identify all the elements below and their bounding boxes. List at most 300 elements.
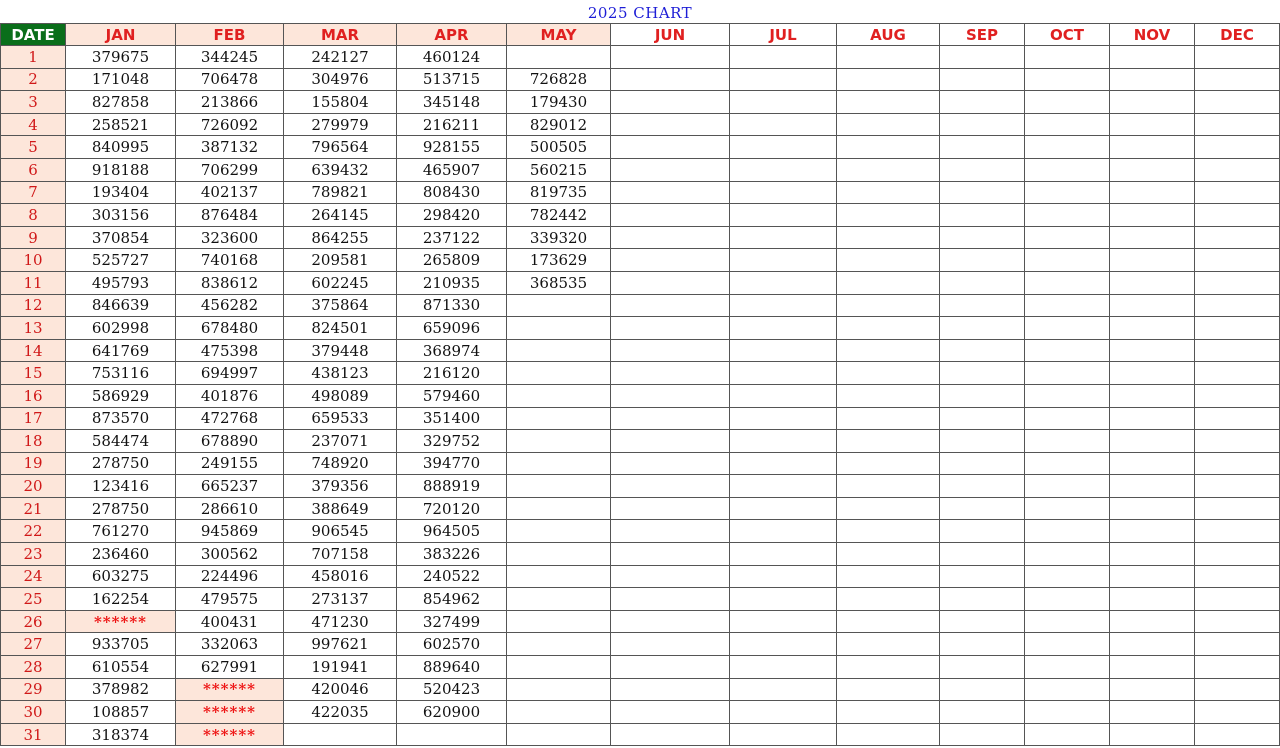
value-cell[interactable] [1025,543,1110,566]
value-cell[interactable]: 495793 [66,271,176,294]
value-cell[interactable]: 706299 [176,158,284,181]
value-cell[interactable] [1025,497,1110,520]
date-cell[interactable]: 5 [1,136,66,159]
value-cell[interactable] [1110,136,1195,159]
value-cell[interactable] [940,633,1025,656]
value-cell[interactable]: 665237 [176,475,284,498]
value-cell[interactable]: ****** [176,723,284,746]
value-cell[interactable]: 639432 [284,158,397,181]
value-cell[interactable]: 753116 [66,362,176,385]
value-cell[interactable]: 838612 [176,271,284,294]
value-cell[interactable]: 873570 [66,407,176,430]
value-cell[interactable] [1195,701,1280,724]
value-cell[interactable] [507,520,611,543]
value-cell[interactable]: 438123 [284,362,397,385]
value-cell[interactable] [730,475,837,498]
value-cell[interactable]: 964505 [397,520,507,543]
value-cell[interactable] [1195,46,1280,69]
value-cell[interactable] [730,204,837,227]
value-cell[interactable] [1195,362,1280,385]
date-cell[interactable]: 15 [1,362,66,385]
value-cell[interactable] [730,723,837,746]
value-cell[interactable]: 210935 [397,271,507,294]
value-cell[interactable]: 123416 [66,475,176,498]
date-cell[interactable]: 29 [1,678,66,701]
value-cell[interactable] [940,181,1025,204]
value-cell[interactable] [1110,271,1195,294]
value-cell[interactable] [837,46,940,69]
value-cell[interactable] [1195,158,1280,181]
value-cell[interactable] [730,136,837,159]
value-cell[interactable]: 584474 [66,430,176,453]
value-cell[interactable] [1110,362,1195,385]
value-cell[interactable] [837,497,940,520]
value-cell[interactable] [611,452,730,475]
value-cell[interactable] [730,656,837,679]
value-cell[interactable] [1195,633,1280,656]
value-cell[interactable] [1110,565,1195,588]
month-header-oct[interactable]: OCT [1025,24,1110,46]
date-cell[interactable]: 14 [1,339,66,362]
value-cell[interactable]: 303156 [66,204,176,227]
value-cell[interactable] [507,610,611,633]
value-cell[interactable]: 748920 [284,452,397,475]
value-cell[interactable] [837,113,940,136]
value-cell[interactable]: 375864 [284,294,397,317]
value-cell[interactable] [1025,204,1110,227]
value-cell[interactable]: 525727 [66,249,176,272]
value-cell[interactable] [1195,497,1280,520]
value-cell[interactable] [1110,588,1195,611]
value-cell[interactable] [940,723,1025,746]
value-cell[interactable]: 928155 [397,136,507,159]
value-cell[interactable]: 240522 [397,565,507,588]
month-header-mar[interactable]: MAR [284,24,397,46]
value-cell[interactable] [1110,204,1195,227]
value-cell[interactable]: 108857 [66,701,176,724]
value-cell[interactable] [611,226,730,249]
value-cell[interactable] [837,723,940,746]
value-cell[interactable]: 846639 [66,294,176,317]
value-cell[interactable] [1195,588,1280,611]
date-cell[interactable]: 16 [1,384,66,407]
value-cell[interactable] [837,384,940,407]
value-cell[interactable] [940,68,1025,91]
value-cell[interactable] [507,565,611,588]
value-cell[interactable] [940,430,1025,453]
value-cell[interactable]: 694997 [176,362,284,385]
value-cell[interactable]: 351400 [397,407,507,430]
value-cell[interactable]: 249155 [176,452,284,475]
value-cell[interactable] [1110,249,1195,272]
date-cell[interactable]: 10 [1,249,66,272]
value-cell[interactable]: 368974 [397,339,507,362]
value-cell[interactable] [611,294,730,317]
date-cell[interactable]: 8 [1,204,66,227]
value-cell[interactable]: 460124 [397,46,507,69]
value-cell[interactable] [837,656,940,679]
value-cell[interactable]: 179430 [507,91,611,114]
value-cell[interactable] [611,384,730,407]
value-cell[interactable] [1110,430,1195,453]
value-cell[interactable] [940,294,1025,317]
value-cell[interactable] [730,91,837,114]
value-cell[interactable] [940,113,1025,136]
value-cell[interactable] [940,452,1025,475]
date-cell[interactable]: 22 [1,520,66,543]
month-header-may[interactable]: MAY [507,24,611,46]
value-cell[interactable] [507,633,611,656]
value-cell[interactable] [1110,633,1195,656]
value-cell[interactable] [730,113,837,136]
value-cell[interactable] [1195,226,1280,249]
date-cell[interactable]: 20 [1,475,66,498]
value-cell[interactable]: 603275 [66,565,176,588]
value-cell[interactable] [611,543,730,566]
value-cell[interactable]: 327499 [397,610,507,633]
value-cell[interactable] [1110,384,1195,407]
value-cell[interactable] [1025,678,1110,701]
value-cell[interactable] [730,384,837,407]
value-cell[interactable] [1195,384,1280,407]
value-cell[interactable]: 401876 [176,384,284,407]
date-cell[interactable]: 6 [1,158,66,181]
value-cell[interactable] [507,430,611,453]
value-cell[interactable] [507,678,611,701]
value-cell[interactable]: 209581 [284,249,397,272]
value-cell[interactable] [1110,68,1195,91]
value-cell[interactable]: 726092 [176,113,284,136]
date-cell[interactable]: 28 [1,656,66,679]
value-cell[interactable]: 400431 [176,610,284,633]
value-cell[interactable] [1025,384,1110,407]
value-cell[interactable] [611,113,730,136]
month-header-jun[interactable]: JUN [611,24,730,46]
month-header-jul[interactable]: JUL [730,24,837,46]
month-header-feb[interactable]: FEB [176,24,284,46]
value-cell[interactable] [940,204,1025,227]
value-cell[interactable]: 602570 [397,633,507,656]
value-cell[interactable] [730,678,837,701]
value-cell[interactable]: 224496 [176,565,284,588]
value-cell[interactable]: 997621 [284,633,397,656]
value-cell[interactable] [837,317,940,340]
value-cell[interactable]: 471230 [284,610,397,633]
value-cell[interactable] [940,701,1025,724]
value-cell[interactable]: 906545 [284,520,397,543]
value-cell[interactable]: 827858 [66,91,176,114]
value-cell[interactable] [1195,407,1280,430]
value-cell[interactable]: 808430 [397,181,507,204]
value-cell[interactable] [730,588,837,611]
value-cell[interactable]: 422035 [284,701,397,724]
value-cell[interactable] [507,543,611,566]
value-cell[interactable]: 472768 [176,407,284,430]
value-cell[interactable] [1110,339,1195,362]
value-cell[interactable] [611,633,730,656]
value-cell[interactable] [730,701,837,724]
value-cell[interactable] [1025,91,1110,114]
value-cell[interactable]: 191941 [284,656,397,679]
value-cell[interactable]: 520423 [397,678,507,701]
value-cell[interactable]: 627991 [176,656,284,679]
value-cell[interactable] [1025,46,1110,69]
value-cell[interactable] [1025,565,1110,588]
value-cell[interactable] [1025,362,1110,385]
value-cell[interactable]: 824501 [284,317,397,340]
value-cell[interactable]: 678480 [176,317,284,340]
value-cell[interactable]: 345148 [397,91,507,114]
value-cell[interactable] [837,430,940,453]
value-cell[interactable] [611,317,730,340]
value-cell[interactable]: 740168 [176,249,284,272]
value-cell[interactable] [1025,475,1110,498]
value-cell[interactable]: 162254 [66,588,176,611]
value-cell[interactable]: 918188 [66,158,176,181]
value-cell[interactable]: 864255 [284,226,397,249]
value-cell[interactable] [1025,294,1110,317]
value-cell[interactable] [507,452,611,475]
value-cell[interactable] [611,158,730,181]
date-cell[interactable]: 13 [1,317,66,340]
value-cell[interactable] [837,475,940,498]
value-cell[interactable] [1110,181,1195,204]
value-cell[interactable]: 237122 [397,226,507,249]
value-cell[interactable] [837,543,940,566]
value-cell[interactable] [507,701,611,724]
value-cell[interactable]: 829012 [507,113,611,136]
value-cell[interactable]: 854962 [397,588,507,611]
value-cell[interactable]: 402137 [176,181,284,204]
value-cell[interactable]: 171048 [66,68,176,91]
value-cell[interactable] [1195,543,1280,566]
value-cell[interactable]: 726828 [507,68,611,91]
value-cell[interactable] [1025,633,1110,656]
value-cell[interactable]: 819735 [507,181,611,204]
value-cell[interactable]: 368535 [507,271,611,294]
value-cell[interactable]: 513715 [397,68,507,91]
value-cell[interactable]: 286610 [176,497,284,520]
value-cell[interactable] [730,610,837,633]
value-cell[interactable] [730,294,837,317]
date-cell[interactable]: 1 [1,46,66,69]
value-cell[interactable] [940,362,1025,385]
value-cell[interactable] [940,543,1025,566]
value-cell[interactable] [1025,68,1110,91]
value-cell[interactable]: 344245 [176,46,284,69]
value-cell[interactable]: 378982 [66,678,176,701]
value-cell[interactable]: 258521 [66,113,176,136]
value-cell[interactable] [730,520,837,543]
date-cell[interactable]: 4 [1,113,66,136]
value-cell[interactable] [837,204,940,227]
value-cell[interactable]: 620900 [397,701,507,724]
value-cell[interactable] [611,497,730,520]
value-cell[interactable]: 933705 [66,633,176,656]
value-cell[interactable]: ****** [176,701,284,724]
value-cell[interactable] [611,91,730,114]
value-cell[interactable] [1195,678,1280,701]
value-cell[interactable]: 888919 [397,475,507,498]
value-cell[interactable] [1025,656,1110,679]
value-cell[interactable] [1110,317,1195,340]
value-cell[interactable] [611,520,730,543]
value-cell[interactable] [940,91,1025,114]
value-cell[interactable] [940,497,1025,520]
value-cell[interactable] [940,588,1025,611]
value-cell[interactable]: 586929 [66,384,176,407]
value-cell[interactable] [507,656,611,679]
value-cell[interactable] [730,633,837,656]
value-cell[interactable] [730,452,837,475]
value-cell[interactable]: 264145 [284,204,397,227]
value-cell[interactable]: 465907 [397,158,507,181]
value-cell[interactable] [837,362,940,385]
value-cell[interactable] [837,633,940,656]
value-cell[interactable]: 458016 [284,565,397,588]
value-cell[interactable] [1025,113,1110,136]
value-cell[interactable] [1110,701,1195,724]
value-cell[interactable] [730,271,837,294]
date-cell[interactable]: 23 [1,543,66,566]
value-cell[interactable] [1110,452,1195,475]
value-cell[interactable] [1110,723,1195,746]
value-cell[interactable]: 304976 [284,68,397,91]
value-cell[interactable] [507,339,611,362]
value-cell[interactable]: 278750 [66,452,176,475]
value-cell[interactable] [837,91,940,114]
value-cell[interactable] [1110,610,1195,633]
date-cell[interactable]: 3 [1,91,66,114]
value-cell[interactable] [611,68,730,91]
value-cell[interactable]: 323600 [176,226,284,249]
value-cell[interactable] [837,678,940,701]
value-cell[interactable] [1110,226,1195,249]
value-cell[interactable]: 388649 [284,497,397,520]
value-cell[interactable]: 329752 [397,430,507,453]
value-cell[interactable] [1110,113,1195,136]
month-header-apr[interactable]: APR [397,24,507,46]
value-cell[interactable]: 318374 [66,723,176,746]
value-cell[interactable] [1195,317,1280,340]
value-cell[interactable]: 876484 [176,204,284,227]
value-cell[interactable] [837,407,940,430]
value-cell[interactable] [1110,475,1195,498]
date-cell[interactable]: 17 [1,407,66,430]
value-cell[interactable] [1025,723,1110,746]
value-cell[interactable]: 379448 [284,339,397,362]
value-cell[interactable] [730,249,837,272]
value-cell[interactable] [507,588,611,611]
value-cell[interactable]: 500505 [507,136,611,159]
value-cell[interactable]: 707158 [284,543,397,566]
value-cell[interactable]: 602998 [66,317,176,340]
date-cell[interactable]: 26 [1,610,66,633]
value-cell[interactable] [611,701,730,724]
value-cell[interactable]: 379356 [284,475,397,498]
value-cell[interactable]: 720120 [397,497,507,520]
date-cell[interactable]: 27 [1,633,66,656]
value-cell[interactable] [1195,339,1280,362]
value-cell[interactable] [837,339,940,362]
value-cell[interactable] [1110,656,1195,679]
value-cell[interactable] [1195,656,1280,679]
value-cell[interactable]: 945869 [176,520,284,543]
date-cell[interactable]: 24 [1,565,66,588]
value-cell[interactable] [730,181,837,204]
value-cell[interactable] [1195,565,1280,588]
value-cell[interactable] [730,158,837,181]
value-cell[interactable]: 871330 [397,294,507,317]
value-cell[interactable] [1110,678,1195,701]
value-cell[interactable] [1195,181,1280,204]
value-cell[interactable]: 155804 [284,91,397,114]
value-cell[interactable] [507,723,611,746]
value-cell[interactable]: 339320 [507,226,611,249]
value-cell[interactable]: 498089 [284,384,397,407]
value-cell[interactable]: 840995 [66,136,176,159]
value-cell[interactable]: 216211 [397,113,507,136]
value-cell[interactable] [1025,452,1110,475]
value-cell[interactable] [611,407,730,430]
value-cell[interactable]: 659533 [284,407,397,430]
value-cell[interactable]: 370854 [66,226,176,249]
value-cell[interactable]: 278750 [66,497,176,520]
value-cell[interactable] [611,339,730,362]
value-cell[interactable] [1110,158,1195,181]
value-cell[interactable] [837,181,940,204]
date-cell[interactable]: 31 [1,723,66,746]
value-cell[interactable] [507,475,611,498]
value-cell[interactable] [1195,430,1280,453]
value-cell[interactable]: 279979 [284,113,397,136]
value-cell[interactable]: 379675 [66,46,176,69]
value-cell[interactable] [940,317,1025,340]
value-cell[interactable] [940,407,1025,430]
value-cell[interactable] [507,317,611,340]
value-cell[interactable] [730,497,837,520]
value-cell[interactable] [611,656,730,679]
value-cell[interactable] [611,430,730,453]
value-cell[interactable]: 602245 [284,271,397,294]
date-cell[interactable]: 2 [1,68,66,91]
value-cell[interactable] [1195,204,1280,227]
value-cell[interactable] [730,407,837,430]
value-cell[interactable] [507,294,611,317]
value-cell[interactable]: 761270 [66,520,176,543]
value-cell[interactable] [1195,91,1280,114]
value-cell[interactable]: 173629 [507,249,611,272]
date-cell[interactable]: 25 [1,588,66,611]
value-cell[interactable]: 456282 [176,294,284,317]
date-cell[interactable]: 30 [1,701,66,724]
value-cell[interactable] [611,204,730,227]
value-cell[interactable]: 216120 [397,362,507,385]
value-cell[interactable] [1110,46,1195,69]
value-cell[interactable] [1195,452,1280,475]
value-cell[interactable] [940,271,1025,294]
value-cell[interactable] [507,46,611,69]
value-cell[interactable] [611,46,730,69]
value-cell[interactable] [940,656,1025,679]
month-header-jan[interactable]: JAN [66,24,176,46]
value-cell[interactable] [940,610,1025,633]
date-cell[interactable]: 9 [1,226,66,249]
value-cell[interactable]: 475398 [176,339,284,362]
value-cell[interactable] [1110,407,1195,430]
value-cell[interactable] [1110,91,1195,114]
value-cell[interactable] [837,520,940,543]
